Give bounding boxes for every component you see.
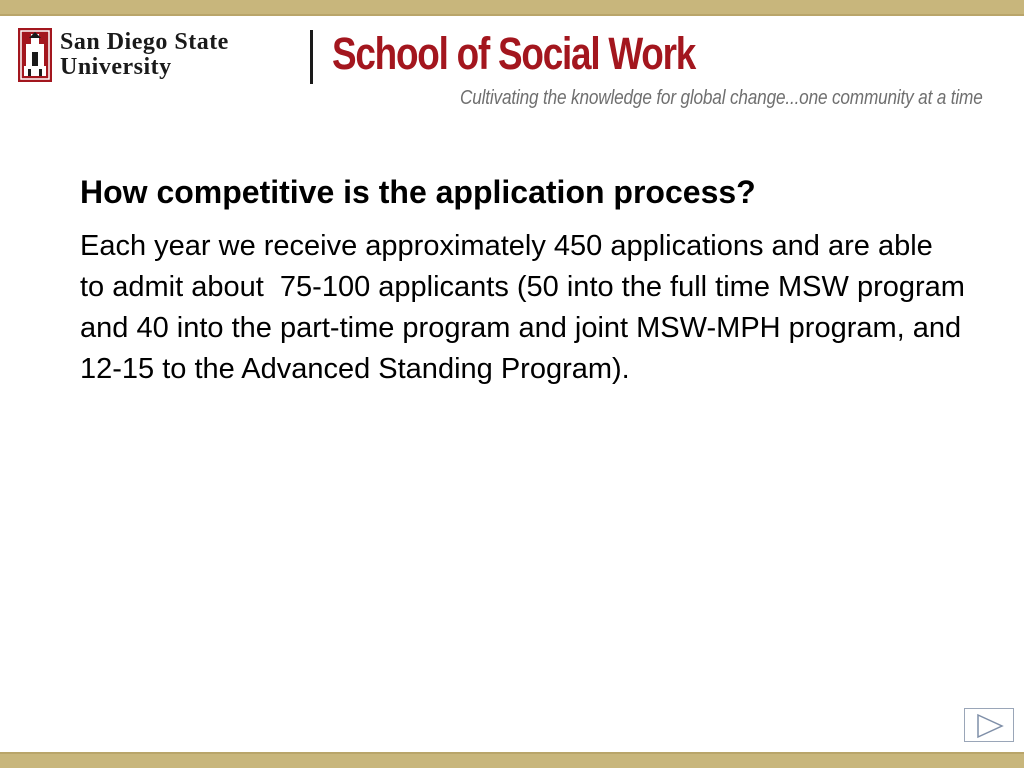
bottom-decorative-band — [0, 752, 1024, 768]
top-decorative-band — [0, 0, 1024, 16]
university-name-line2: University — [60, 54, 172, 80]
school-title: School of Social Work — [332, 28, 696, 79]
slide-header — [0, 16, 1024, 116]
play-triangle-icon — [976, 713, 1004, 739]
university-name-line1: San Diego State — [60, 29, 229, 55]
sdsu-logo — [18, 28, 288, 86]
next-slide-button[interactable] — [964, 708, 1014, 742]
slide-heading: How competitive is the application process? — [80, 174, 756, 210]
university-name — [60, 30, 292, 80]
logo-divider — [310, 30, 313, 84]
sdsu-seal-icon — [18, 28, 52, 82]
slide-content — [80, 170, 974, 390]
slide-body-text: Each year we receive approximately 450 applications and are able to admit about 75-100 applicants (50 into the full time MSW program and 40 into the part-time program and joint MSW-MPH program, and 12-15 to the Advanced Standing Program). — [80, 230, 974, 385]
school-tagline: Cultivating the knowledge for global change...one community at a time — [460, 87, 983, 109]
